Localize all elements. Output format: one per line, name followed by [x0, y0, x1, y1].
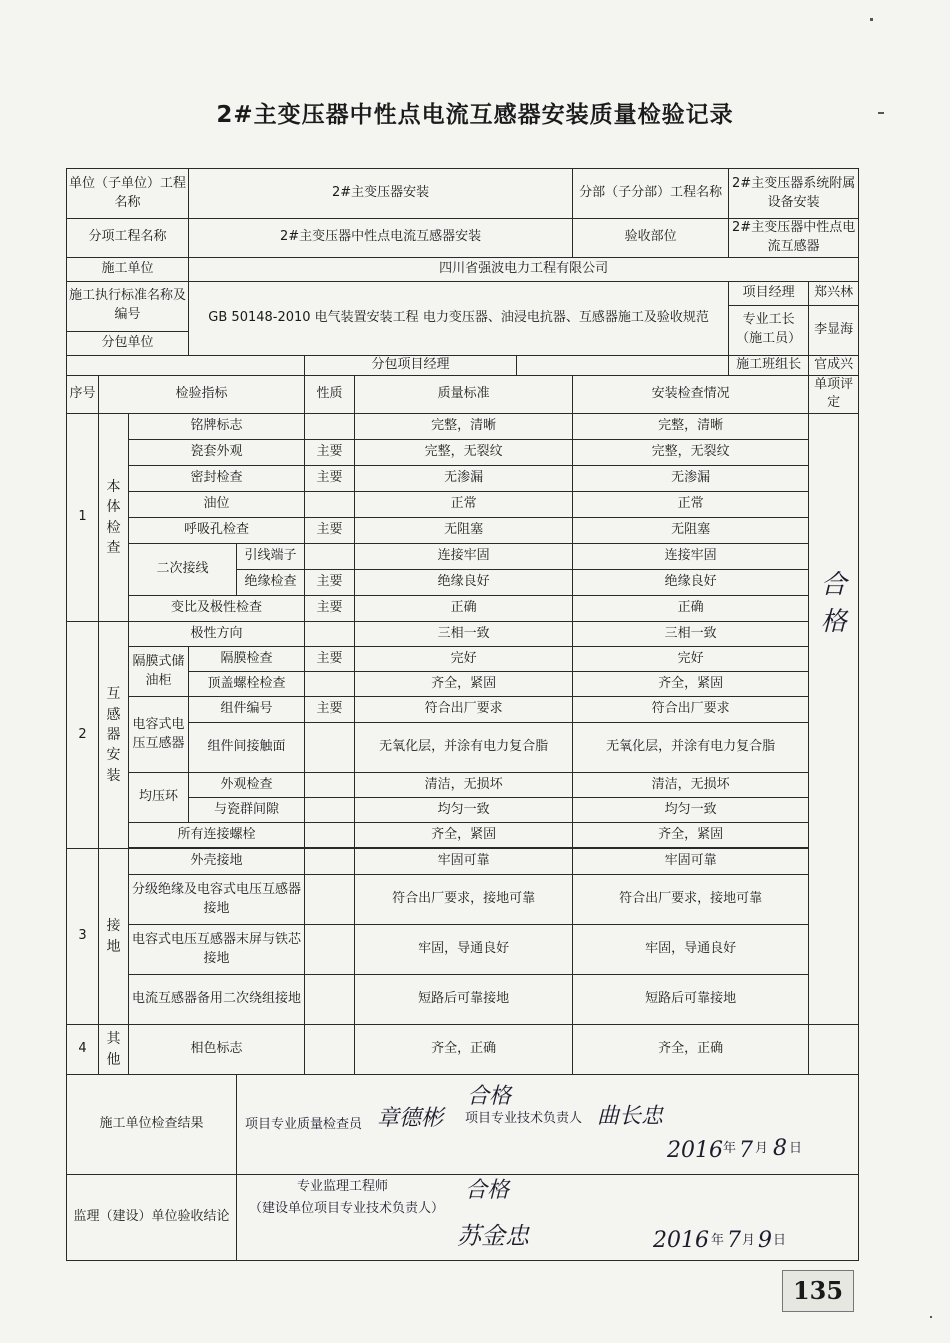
sub-label: 分部（子分部）工程名称	[573, 169, 729, 219]
row-18-item: 分级绝缘及电容式电压互感器接地	[129, 875, 305, 925]
col-seq: 序号	[67, 375, 99, 414]
date2-year-char: 年	[711, 1232, 725, 1248]
date1-month: 7	[739, 1138, 754, 1164]
date2-month-char: 月	[742, 1232, 756, 1248]
grading-ring: 均压环	[129, 773, 189, 823]
item-label: 分项工程名称	[67, 219, 189, 258]
row-8-nature: 主要	[305, 596, 355, 622]
row-13-item: 组件间接触面	[189, 723, 305, 773]
row-21-item: 相色标志	[129, 1025, 305, 1075]
row-2-item: 瓷套外观	[129, 440, 305, 466]
accept-label: 验收部位	[573, 219, 729, 258]
group-1-name: 本 体 检 查	[99, 414, 129, 622]
row-6-item: 引线端子	[237, 544, 305, 570]
sup-mark: 合格	[465, 1178, 510, 1204]
rating-cell	[809, 414, 859, 1025]
row-9-standard: 三相一致	[355, 622, 573, 647]
qc-signature: 章德彬	[377, 1106, 444, 1132]
col-indicator: 检验指标	[99, 375, 305, 414]
pm-label: 项目经理	[729, 281, 809, 305]
unit-label: 单位（子单位）工程名称	[67, 169, 189, 219]
row-3-situation: 无渗漏	[573, 466, 809, 492]
row-9-situation: 三相一致	[573, 622, 809, 647]
row-11-situation: 齐全，紧固	[573, 672, 809, 697]
row-6-situation: 连接牢固	[573, 544, 809, 570]
row-14-item: 外观检查	[189, 773, 305, 798]
row-17-nature	[305, 849, 355, 875]
row-16-standard: 齐全，紧固	[355, 823, 573, 848]
cvt-subgroup: 电容式电压互感器	[129, 697, 189, 773]
row-10-situation: 完好	[573, 647, 809, 672]
row-1-situation: 完整，清晰	[573, 414, 809, 440]
supervisor-cell	[237, 1175, 859, 1261]
team-leader-label: 施工班组长	[729, 355, 809, 375]
row-2-situation: 完整，无裂纹	[573, 440, 809, 466]
col-situation: 安装检查情况	[573, 375, 809, 414]
group-1-no: 1	[67, 414, 99, 622]
row-2-nature: 主要	[305, 440, 355, 466]
row-4-nature	[305, 492, 355, 518]
date1-day: 8	[773, 1136, 788, 1162]
row-14-standard: 清洁，无损坏	[355, 773, 573, 798]
scan-speck	[930, 1316, 932, 1318]
row-11-item: 顶盖螺栓检查	[189, 672, 305, 697]
row-12-item: 组件编号	[189, 697, 305, 723]
row-12-situation: 符合出厂要求	[573, 697, 809, 723]
builder-result-cell	[237, 1075, 859, 1175]
row-12-nature: 主要	[305, 697, 355, 723]
builder-label: 施工单位	[67, 257, 189, 281]
pm-value: 郑兴林	[809, 281, 859, 305]
std-value: GB 50148-2010 电气装置安装工程 电力变压器、油浸电抗器、互感器施工及验收规范	[189, 281, 729, 355]
item-value: 2#主变压器中性点电流互感器安装	[189, 219, 573, 258]
foreman-value: 李显海	[809, 305, 859, 355]
engineer-label: 专业监理工程师	[297, 1178, 389, 1194]
col-rating: 单项评定	[809, 375, 859, 414]
scan-speck	[870, 18, 873, 21]
row-6-nature	[305, 544, 355, 570]
row-13-nature	[305, 723, 355, 773]
row-7-item: 绝缘检查	[237, 570, 305, 596]
date1-day-char: 日	[789, 1140, 803, 1156]
row-16-item: 所有连接螺栓	[129, 823, 305, 848]
row-14-situation: 清洁，无损坏	[573, 773, 809, 798]
row-9-item: 极性方向	[129, 622, 305, 647]
row-1-item: 铭牌标志	[129, 414, 305, 440]
row-4-situation: 正常	[573, 492, 809, 518]
row-20-nature	[305, 975, 355, 1025]
row-14-nature	[305, 773, 355, 798]
date2-day-char: 日	[773, 1232, 787, 1248]
row-13-situation: 无氧化层，并涂有电力复合脂	[573, 723, 809, 773]
sub-value: 2#主变压器系统附属设备安装	[729, 169, 859, 219]
subcontract-label: 分包单位	[67, 331, 189, 355]
row-3-item: 密封检查	[129, 466, 305, 492]
row-10-nature: 主要	[305, 647, 355, 672]
group-2-no: 2	[67, 622, 99, 849]
row-17-standard: 牢固可靠	[355, 849, 573, 875]
col-standard: 质量标准	[355, 375, 573, 414]
subcontract-pm-label: 分包项目经理	[305, 355, 517, 375]
row-11-nature	[305, 672, 355, 697]
row-4-item: 油位	[129, 492, 305, 518]
row-1-nature	[305, 414, 355, 440]
tech-signature: 曲长忠	[597, 1104, 664, 1130]
row-15-item: 与瓷群间隙	[189, 798, 305, 823]
row-21-nature	[305, 1025, 355, 1075]
row-8-item: 变比及极性检查	[129, 596, 305, 622]
row-15-nature	[305, 798, 355, 823]
builder-value: 四川省强波电力工程有限公司	[189, 257, 859, 281]
group-4-name: 其 他	[99, 1025, 129, 1075]
secondary-wiring: 二次接线	[129, 544, 237, 596]
row-5-situation: 无阻塞	[573, 518, 809, 544]
row-11-standard: 齐全，紧固	[355, 672, 573, 697]
diaphragm-conservator: 隔膜式储油柜	[129, 647, 189, 697]
group-4-no: 4	[67, 1025, 99, 1075]
scan-speck	[878, 112, 884, 114]
row-10-standard: 完好	[355, 647, 573, 672]
date2-day: 9	[758, 1228, 773, 1254]
group-3-name: 接 地	[99, 849, 129, 1025]
row-3-standard: 无渗漏	[355, 466, 573, 492]
date2-year: 2016	[653, 1228, 710, 1254]
row-4-standard: 正常	[355, 492, 573, 518]
row-10-item: 隔膜检查	[189, 647, 305, 672]
date1-year: 2016	[667, 1138, 724, 1164]
qc-label: 项目专业质量检查员	[245, 1115, 363, 1131]
row-8-standard: 正确	[355, 596, 573, 622]
row-6-standard: 连接牢固	[355, 544, 573, 570]
date2-month: 7	[727, 1228, 742, 1254]
tech-label: 项目专业技术负责人	[465, 1110, 583, 1126]
row-7-situation: 绝缘良好	[573, 570, 809, 596]
row-13-standard: 无氧化层，并涂有电力复合脂	[355, 723, 573, 773]
sup-signature: 苏金忠	[457, 1222, 530, 1251]
row-20-situation: 短路后可靠接地	[573, 975, 809, 1025]
page-title: 2#主变压器中性点电流互感器安装质量检验记录	[216, 102, 734, 128]
foreman-label: 专业工长（施工员）	[729, 305, 809, 355]
row-15-standard: 均匀一致	[355, 798, 573, 823]
owner-label: （建设单位项目专业技术负责人）	[249, 1200, 445, 1216]
row-5-item: 呼吸孔检查	[129, 518, 305, 544]
row-16-nature	[305, 823, 355, 848]
row-9-nature	[305, 622, 355, 647]
row-20-standard: 短路后可靠接地	[355, 975, 573, 1025]
page-number: 135	[782, 1270, 854, 1312]
subcontract-value	[67, 355, 305, 375]
row-18-standard: 符合出厂要求，接地可靠	[355, 875, 573, 925]
team-leader-value: 官成兴	[809, 355, 859, 375]
row-21-rating	[809, 1025, 859, 1075]
row-5-standard: 无阻塞	[355, 518, 573, 544]
date1-month-char: 月	[755, 1140, 769, 1156]
inspection-form	[66, 168, 859, 1261]
row-19-standard: 牢固，导通良好	[355, 925, 573, 975]
row-20-item: 电流互感器备用二次绕组接地	[129, 975, 305, 1025]
accept-value: 2#主变压器中性点电流互感器	[729, 219, 859, 258]
subcontract-pm-value	[517, 355, 729, 375]
row-8-situation: 正确	[573, 596, 809, 622]
row-7-standard: 绝缘良好	[355, 570, 573, 596]
row-19-situation: 牢固，导通良好	[573, 925, 809, 975]
row-3-nature: 主要	[305, 466, 355, 492]
row-17-situation: 牢固可靠	[573, 849, 809, 875]
row-1-standard: 完整，清晰	[355, 414, 573, 440]
row-21-standard: 齐全，正确	[355, 1025, 573, 1075]
row-5-nature: 主要	[305, 518, 355, 544]
group-2-name: 互 感 器 安 装	[99, 622, 129, 849]
supervisor-label: 监理（建设）单位验收结论	[67, 1175, 237, 1261]
row-19-nature	[305, 925, 355, 975]
qc-mark: 合格	[467, 1084, 512, 1110]
group-3-no: 3	[67, 849, 99, 1025]
row-17-item: 外壳接地	[129, 849, 305, 875]
row-16-situation: 齐全，紧固	[573, 823, 809, 848]
rating-value: 合格	[820, 569, 847, 638]
row-15-situation: 均匀一致	[573, 798, 809, 823]
row-18-nature	[305, 875, 355, 925]
date1-year-char: 年	[723, 1140, 737, 1156]
row-12-standard: 符合出厂要求	[355, 697, 573, 723]
row-7-nature: 主要	[305, 570, 355, 596]
row-19-item: 电容式电压互感器末屏与铁芯接地	[129, 925, 305, 975]
row-2-standard: 完整，无裂纹	[355, 440, 573, 466]
builder-result-label: 施工单位检查结果	[67, 1075, 237, 1175]
std-label: 施工执行标准名称及编号	[67, 281, 189, 331]
row-18-situation: 符合出厂要求，接地可靠	[573, 875, 809, 925]
col-nature: 性质	[305, 375, 355, 414]
unit-value: 2#主变压器安装	[189, 169, 573, 219]
row-21-situation: 齐全，正确	[573, 1025, 809, 1075]
